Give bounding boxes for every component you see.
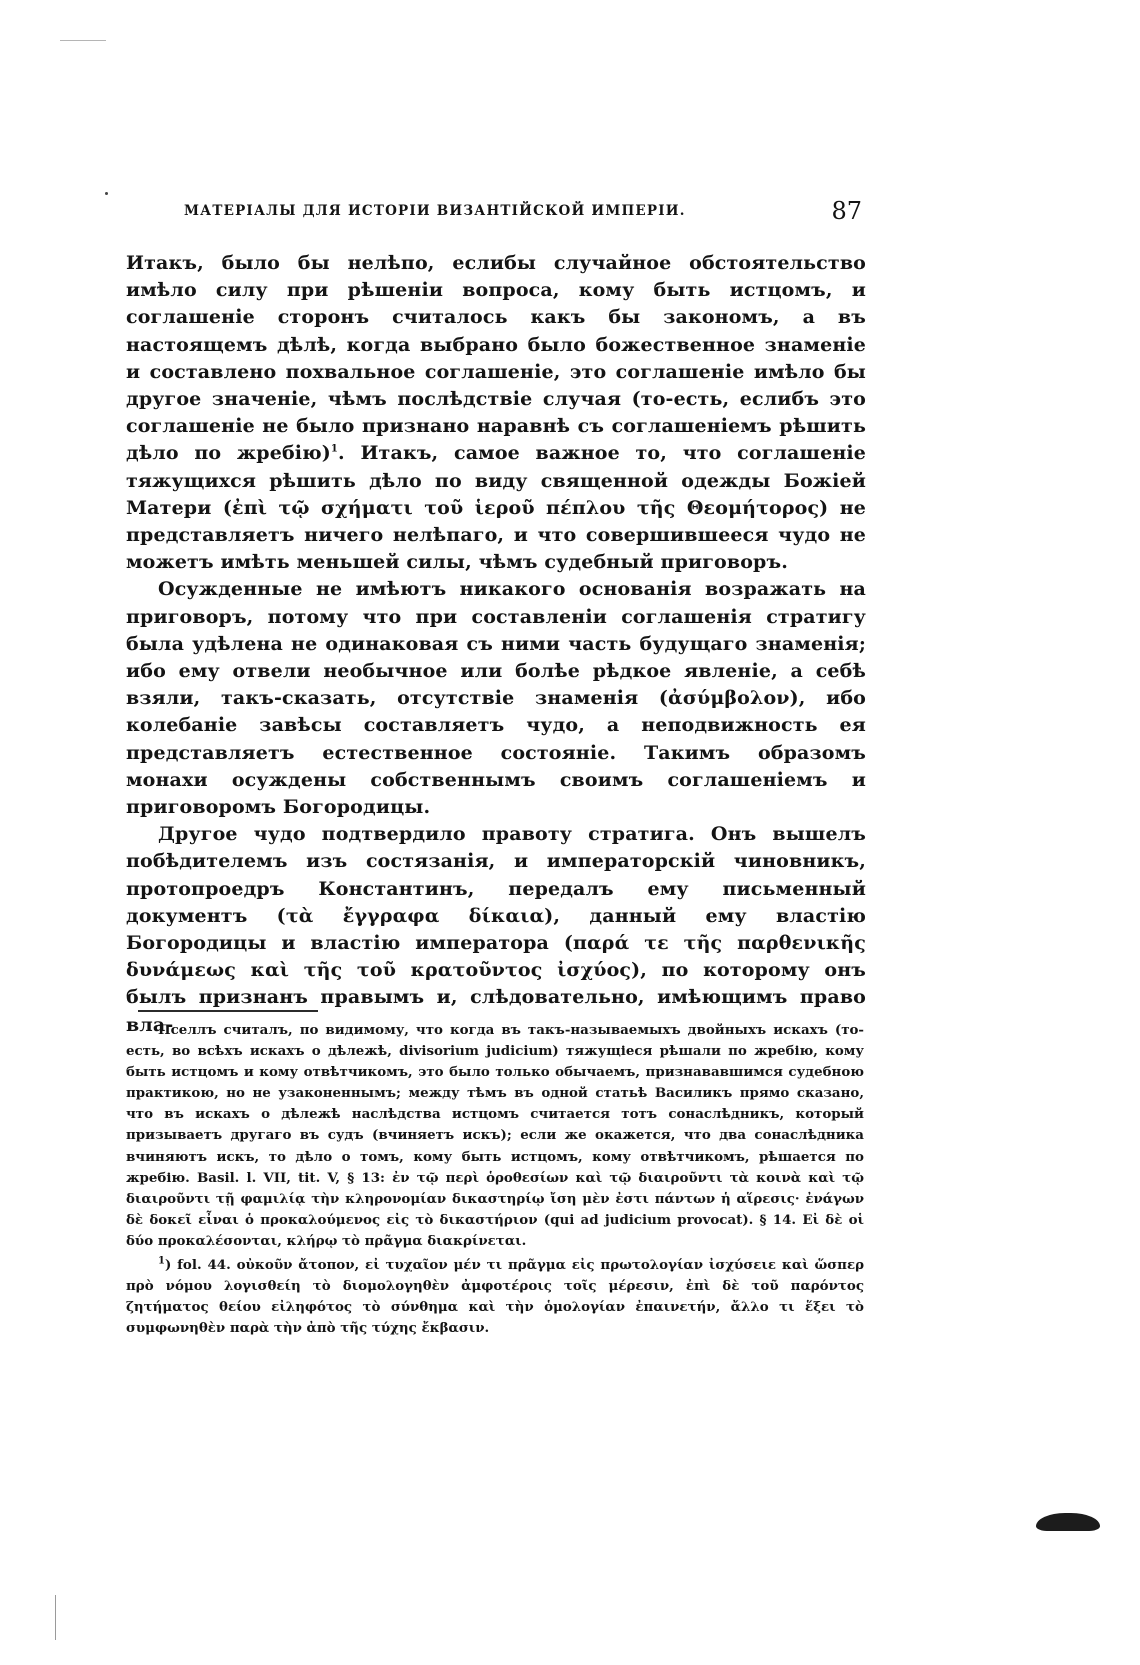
footnote-reference: 1 xyxy=(330,444,339,456)
body-text xyxy=(126,250,866,1036)
ink-blot xyxy=(1036,1513,1100,1531)
running-title: МАТЕРІАЛЫ ДЛЯ ИСТОРІИ ВИЗАНТІЙСКОЙ ИМПЕРІИ. xyxy=(184,203,686,219)
paragraph xyxy=(126,250,866,576)
scan-edge-mark xyxy=(55,1595,56,1640)
running-head xyxy=(178,197,866,226)
footnote-separator xyxy=(138,1010,318,1012)
paragraph: Другое чудо подтвердило правоту стратига. Онъ вышелъ побѣдителемъ изъ состязанія, и императорскій чиновникъ, протопроедръ Константинъ, передалъ ему письменный документъ (τὰ ἔγγραφα δίκαια), данный ему властію Богородицы и властію императора (παρά τε τῆς παρθενικῆς δυνάμεως καὶ τῆς τοῦ κρατοῦντος ἰσχύος), по которому онъ былъ признанъ правымъ и, слѣдовательно, имѣющимъ право вла- xyxy=(126,823,866,1036)
footnote-1 xyxy=(126,1255,864,1339)
page-number: 87 xyxy=(831,197,862,225)
footnotes xyxy=(126,1020,864,1420)
paragraph-text: Итакъ, было бы нелѣпо, еслибы случайное обстоятельство имѣло силу при рѣшеніи вопроса, кому быть истцомъ, и соглашеніе сторонъ считалось какъ бы закономъ, а въ настоящемъ дѣлѣ, когда выбрано было божественное знаменіе и составлено похвальное соглашеніе, это соглашеніе имѣло бы другое значеніе, чѣмъ послѣдствіе случая (то-есть, еслибъ это соглашеніе не было признано наравнѣ съ соглашеніемъ рѣшить дѣло по жребію) xyxy=(126,252,866,465)
scan-speck xyxy=(105,192,108,195)
footnote-mark: 1 xyxy=(158,1255,165,1267)
scan-edge-mark xyxy=(60,40,106,41)
footnote-text: Пселлъ считалъ, по видимому, что когда въ такъ-называемыхъ двойныхъ искахъ (то-есть, во всѣхъ искахъ о дѣлежѣ, divisorium judicium) тяжущіеся рѣшали по жребію, кому быть истцомъ и кому отвѣтчикомъ, это было только обычаемъ, признававшимся судебною практикою, но не узаконеннымъ; между тѣмъ въ одной статьѣ Василикъ прямо сказано, что въ искахъ о дѣлежѣ наслѣдства истцомъ считается тотъ сонаслѣдникъ, который призываетъ другаго въ судъ (вчиняетъ искъ); если же окажется, что два сонаслѣдника вчиняютъ искъ, то дѣло о томъ, кому быть истцомъ, кому отвѣтчикомъ, рѣшается по жребію. Basil. l. VII, tit. V, § 13: ἐν τῷ περὶ ὁροθεσίων καὶ τῷ διαιροῦντι τὰ κοινὰ καὶ τῷ διαιροῦντι τῇ φαμιλίᾳ τὴν κληρονομίαν δικαστηρίῳ ἴση μὲν ἐστι πάντων ἡ αἵρεσις· ἐνάγων δὲ δοκεῖ εἶναι ὁ προκαλούμενος εἰς τὸ δικαστήριον (qui ad judicium provocat). § 14. Εἰ δὲ οἱ δύο προκαλέσονται, κλήρῳ τὸ πρᾶγμα διακρίνεται. xyxy=(126,1022,864,1249)
paragraph-text: . Итакъ, самое важное то, что соглашеніе тяжущихся рѣшить дѣло по виду священной одежды Божіей Матери (ἐπὶ τῷ σχήματι τοῦ ἱεροῦ πέπλου τῆς Θεομήτορος) не представляетъ ничего нелѣпаго, и что совершившееся чудо не можетъ имѣть меньшей силы, чѣмъ судебный приговоръ. xyxy=(126,442,866,574)
paragraph: Осужденные не имѣютъ никакого основанія возражать на приговоръ, потому что при составленіи соглашенія стратигу была удѣлена не одинаковая съ ними часть будущаго знаменія; ибо ему отвели необычное или болѣе рѣдкое явленіе, а себѣ взяли, такъ-сказать, отсутствіе знаменія (ἀσύμβολον), ибо колебаніе завѣсы составляетъ чудо, а неподвижность ея представляетъ естественное состояніе. Такимъ образомъ монахи осуждены собственнымъ своимъ соглашеніемъ и приговоромъ Богородицы. xyxy=(126,578,866,819)
footnote-1-text: ) fol. 44. οὐκοῦν ἄτοπον, εἰ τυχαῖον μέν τι πρᾶγμα εἰς πρωτολογίαν ἰσχύσειε καὶ ὥσπερ πρὸ νόμου λογισθείη τὸ διομολογηθὲν ἀμφοτέροις τοῖς μέρεσιν, ἐπὶ δὲ τοῦ παρόντος ζητήματος θείου εἰληφότος τὸ σύνθημα καὶ τὴν ὁμολογίαν ἐπαινετήν, ἄλλο τι ἕξει τὸ συμφωνηθὲν παρὰ τὴν ἀπὸ τῆς τύχης ἔκβασιν. xyxy=(126,1257,864,1337)
